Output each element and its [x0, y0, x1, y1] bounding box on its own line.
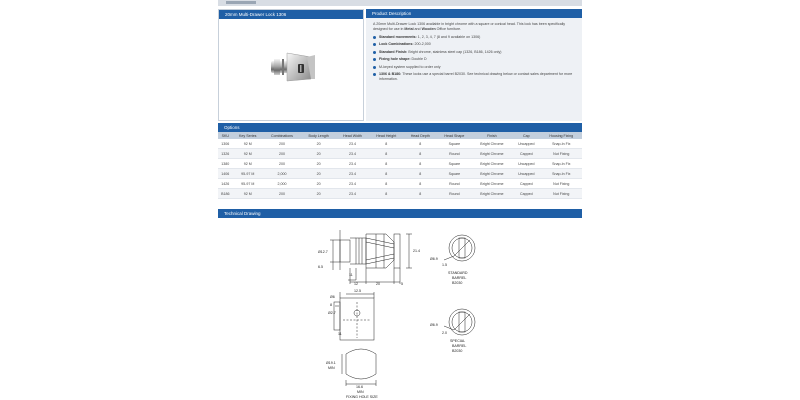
column-header: Head Depth [404, 132, 437, 139]
column-header: Head Shape [437, 132, 472, 139]
dim-label: Ø6.9 [430, 323, 438, 327]
table-cell: 2,000 [263, 169, 301, 179]
bullet-dot-icon [373, 58, 376, 61]
bullet-dot-icon [373, 43, 376, 46]
technical-drawing [218, 218, 582, 400]
feature-item [373, 57, 576, 62]
options-title: Options [218, 123, 582, 132]
table-row [218, 139, 582, 149]
options-header-row [218, 132, 582, 139]
table-cell: 92 M [233, 139, 263, 149]
dim-label: Ø6.9 [430, 257, 438, 261]
product-image-panel [218, 9, 364, 121]
fixing-hole-caption: FIXING HOLE SIZE [346, 395, 378, 399]
table-cell: 23.4 [336, 159, 369, 169]
column-header: Head Height [369, 132, 404, 139]
product-panel-title: 20mm Multi-Drawer Lock 1306 [219, 10, 363, 19]
technical-drawing-section [218, 209, 582, 218]
table-cell: 8 [404, 169, 437, 179]
table-cell: 200 [263, 159, 301, 169]
feature-item [373, 50, 576, 55]
feature-text: 1, 2, 3, 4, 7 (8 and 9 available on 1306) [416, 35, 481, 39]
table-cell: Round [437, 189, 472, 199]
standard-barrel-caption: STANDARD [448, 271, 468, 275]
table-cell: 23.4 [336, 189, 369, 199]
table-cell: Uncapped [512, 139, 541, 149]
table-cell: Capped [512, 189, 541, 199]
options-table [218, 132, 582, 199]
table-cell: 8 [369, 169, 404, 179]
table-cell: 20 [301, 149, 336, 159]
table-cell: 23.4 [336, 179, 369, 189]
side-view-drawing [330, 230, 412, 284]
column-header: Combinations [263, 132, 301, 139]
feature-item [373, 65, 576, 70]
column-header: SKU [218, 132, 233, 139]
feature-text: These locks use a special barrel B2030. See technical drawing below or contact sales department for more information. [379, 71, 573, 81]
table-cell: 8 [404, 139, 437, 149]
column-header: Head Width [336, 132, 369, 139]
feature-item [373, 42, 576, 47]
table-cell: 8 [404, 189, 437, 199]
dim-label: 8 [330, 303, 332, 307]
column-header: Housing Fixing [541, 132, 582, 139]
intro-metal: Metal [404, 27, 414, 31]
table-cell: 8 [404, 149, 437, 159]
table-cell: 92 M [233, 189, 263, 199]
options-section [218, 123, 582, 199]
table-cell: 95-97 M [233, 179, 263, 189]
top-strip-tab [226, 1, 256, 4]
table-cell: Snap-In Fix [541, 169, 582, 179]
dim-label: 1.5 [442, 263, 447, 267]
feature-label: Lock Combinations: [379, 42, 414, 47]
dim-label: Ø2.7 [328, 311, 336, 315]
bullet-dot-icon [373, 36, 376, 39]
table-cell: 8 [404, 159, 437, 169]
feature-item [373, 35, 576, 40]
table-cell: 200 [263, 189, 301, 199]
table-cell: Square [437, 159, 472, 169]
dim-label: 21.4 [413, 249, 420, 253]
dim-label: 11 [349, 273, 353, 277]
table-cell: 20 [301, 139, 336, 149]
dim-label: 2.0 [442, 331, 447, 335]
table-cell: 8 [369, 149, 404, 159]
table-cell: 8 [369, 179, 404, 189]
dim-label: 11 [338, 332, 342, 336]
table-cell: 20 [301, 159, 336, 169]
bullet-dot-icon [373, 51, 376, 54]
table-cell: Capped [512, 179, 541, 189]
standard-barrel-caption: B2030 [452, 281, 463, 285]
table-cell: Bright Chrome [472, 139, 512, 149]
column-header: Finish [472, 132, 512, 139]
table-cell: 92 M [233, 149, 263, 159]
table-cell: 23.4 [336, 149, 369, 159]
dim-label: 12.5 [354, 289, 361, 293]
column-header: Key Series [233, 132, 263, 139]
table-cell: Snap-In Fix [541, 159, 582, 169]
table-cell: 1406 [218, 169, 233, 179]
intro-wooden: Wooden [421, 27, 436, 31]
intro-and: and [413, 27, 422, 31]
table-cell: 92 M [233, 159, 263, 169]
column-header: Cap [512, 132, 541, 139]
description-intro [373, 22, 576, 32]
table-cell: Bright Chrome [472, 169, 512, 179]
feature-list [373, 35, 576, 82]
table-cell: 1326 [218, 149, 233, 159]
table-cell: Bright Chrome [472, 149, 512, 159]
table-cell: 2,000 [263, 179, 301, 189]
table-cell: Nut Fixing [541, 149, 582, 159]
fixing-hole-drawing [342, 349, 376, 386]
table-cell: 8 [369, 189, 404, 199]
table-cell: 1426 [218, 179, 233, 189]
bullet-dot-icon [373, 73, 376, 76]
table-cell: 20 [301, 189, 336, 199]
table-cell: Nut Fixing [541, 189, 582, 199]
special-barrel-caption: SPECIAL [450, 339, 466, 343]
table-cell: 8 [369, 139, 404, 149]
top-strip [218, 0, 582, 6]
feature-label: Standard movements: [379, 35, 417, 39]
table-row [218, 169, 582, 179]
table-cell: 8 [369, 159, 404, 169]
table-cell: Bright Chrome [472, 159, 512, 169]
special-barrel-caption: B2030 [452, 349, 463, 353]
dim-label: Ø12.7 [318, 250, 328, 254]
table-cell: Bright Chrome [472, 179, 512, 189]
dim-label: MIN [357, 390, 364, 394]
intro-end: Office furniture. [435, 27, 462, 31]
table-cell: Nut Fixing [541, 179, 582, 189]
description-title: Product Description [366, 9, 582, 18]
table-row [218, 159, 582, 169]
table-cell: 200 [263, 139, 301, 149]
table-cell: 20 [301, 169, 336, 179]
intro-text: A 20mm Multi-Drawer Lock 1306 available in bright chrome with a square or conical head. This lock has been specifically designed for use in [373, 22, 566, 31]
dim-label: 16.6 [356, 385, 363, 389]
table-cell: Square [437, 139, 472, 149]
table-cell: 1306 [218, 139, 233, 149]
dim-label: 5 [401, 282, 403, 286]
table-cell: 95-97 M [233, 169, 263, 179]
dim-label: 6.5 [318, 265, 323, 269]
table-cell: 8 [404, 179, 437, 189]
feature-text: 200-2,000 [413, 42, 431, 47]
table-cell: B186 [218, 189, 233, 199]
feature-label: 1306 & B186: [379, 71, 402, 76]
table-cell: 20 [301, 179, 336, 189]
column-header: Body Length [301, 132, 336, 139]
technical-drawing-title: Technical Drawing [218, 209, 582, 218]
dim-label: Ø19.1 [326, 361, 336, 365]
table-cell: Uncapped [512, 159, 541, 169]
dim-label: Ø6 [330, 295, 335, 299]
barrel-front-view [444, 235, 475, 261]
table-row [218, 149, 582, 159]
table-row [218, 189, 582, 199]
table-cell: 23.4 [336, 139, 369, 149]
table-cell: Snap-In Fix [541, 139, 582, 149]
special-barrel-front-view [444, 309, 475, 335]
product-description-panel [366, 9, 582, 121]
lock-product-image [219, 19, 363, 120]
bullet-dot-icon [373, 66, 376, 69]
special-barrel-caption: BARREL [452, 344, 467, 348]
table-row [218, 179, 582, 189]
table-cell: Square [437, 169, 472, 179]
table-cell: Round [437, 179, 472, 189]
feature-text: Bright chrome, stainless steel cap (1326, B186, 1426 only) [407, 49, 502, 54]
table-cell: 23.4 [336, 169, 369, 179]
table-cell: Bright Chrome [472, 189, 512, 199]
feature-label: Standard Finish: [379, 49, 408, 54]
table-cell: Capped [512, 149, 541, 159]
lock-body [271, 53, 315, 81]
dim-label: MIN [328, 366, 335, 370]
table-cell: Uncapped [512, 169, 541, 179]
feature-item [373, 72, 576, 82]
table-cell: Round [437, 149, 472, 159]
dim-label: 20 [376, 282, 380, 286]
feature-text: M-keyed system supplied to order only [379, 64, 441, 69]
table-cell: 1380 [218, 159, 233, 169]
dim-label: 12 [354, 282, 358, 286]
feature-text: Double D [410, 57, 427, 62]
standard-barrel-caption: BARREL [452, 276, 467, 280]
feature-label: Fixing hole shape: [379, 57, 411, 62]
table-cell: 200 [263, 149, 301, 159]
